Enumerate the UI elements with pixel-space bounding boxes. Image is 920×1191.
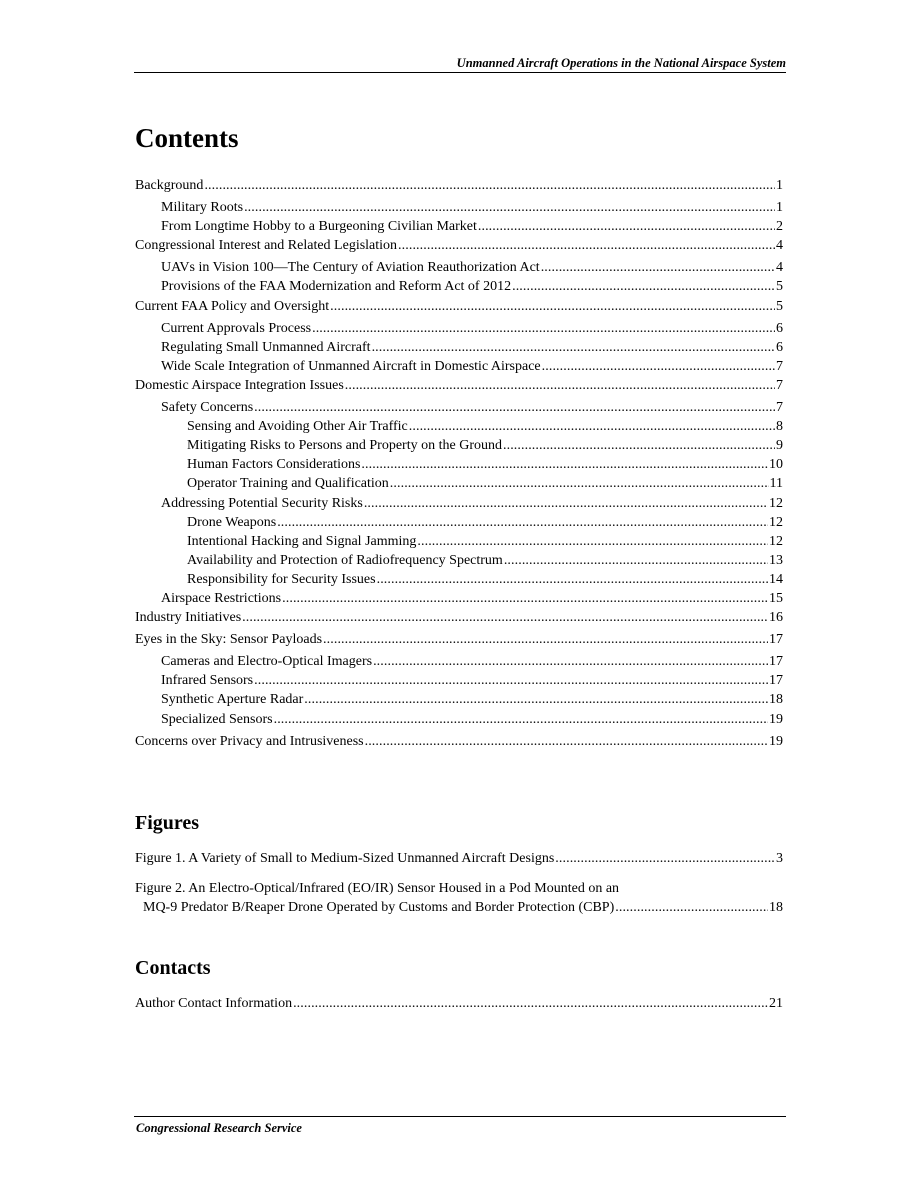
toc-entry-title: Responsibility for Security Issues <box>187 571 376 587</box>
dot-leader <box>503 436 775 455</box>
toc-entry-industry-initiatives[interactable] <box>135 608 783 627</box>
toc-entry-privacy[interactable] <box>135 732 783 751</box>
toc-entry-page: 18 <box>769 692 783 708</box>
toc-entry-security-risks[interactable] <box>135 494 783 513</box>
toc-entry-title: Safety Concerns <box>161 400 254 416</box>
dot-leader <box>293 994 768 1013</box>
dot-leader <box>555 849 775 869</box>
toc-entry-approvals-process[interactable] <box>135 319 783 338</box>
toc-entry-title: Industry Initiatives <box>135 610 242 626</box>
dot-leader <box>417 532 768 551</box>
figure-entry-page: 18 <box>769 900 783 915</box>
toc-entry-congressional-interest[interactable] <box>135 236 783 255</box>
running-header: Unmanned Aircraft Operations in the National Airspace System <box>456 56 786 70</box>
list-of-figures <box>135 849 783 928</box>
toc-entry-ground-risks[interactable] <box>135 436 783 455</box>
toc-entry-page: 10 <box>769 457 783 473</box>
toc-entry-page: 1 <box>776 200 783 216</box>
toc-entry-vision-100[interactable] <box>135 258 783 277</box>
dot-leader <box>541 258 775 277</box>
toc-entry-page: 4 <box>776 238 783 254</box>
toc-entry-page: 11 <box>769 476 783 492</box>
toc-entry-security-responsibility[interactable] <box>135 570 783 589</box>
figures-title: Figures <box>135 812 200 834</box>
toc-entry-title: Addressing Potential Security Risks <box>161 495 363 511</box>
toc-entry-small-unmanned-aircraft[interactable] <box>135 338 783 357</box>
toc-entry-page: 5 <box>776 279 783 295</box>
dot-leader <box>365 732 768 751</box>
footer-rule <box>134 1116 786 1117</box>
dot-leader <box>504 551 768 570</box>
dot-leader <box>512 277 775 296</box>
dot-leader <box>478 217 775 236</box>
toc-entry-title: Concerns over Privacy and Intrusiveness <box>135 733 364 749</box>
toc-entry-title: Current FAA Policy and Oversight <box>135 298 330 314</box>
toc-entry-background[interactable] <box>135 176 783 195</box>
toc-entry-title: Synthetic Aperture Radar <box>161 692 304 708</box>
dot-leader <box>398 236 775 255</box>
dot-leader <box>312 319 775 338</box>
toc-entry-sar[interactable] <box>135 690 783 709</box>
contents-title: Contents <box>135 123 239 153</box>
footer-text: Congressional Research Service <box>136 1121 302 1135</box>
toc-entry-page: 7 <box>776 377 783 393</box>
table-of-contents <box>135 176 783 751</box>
figure-entry-title-line2: MQ-9 Predator B/Reaper Drone Operated by Customs and Border Protection (CBP) <box>143 900 615 915</box>
toc-entry-page: 12 <box>769 495 783 511</box>
toc-entry-page: 17 <box>769 654 783 670</box>
figure-entry-1[interactable] <box>135 849 783 869</box>
toc-entry-wide-scale-integration[interactable] <box>135 357 783 376</box>
dot-leader <box>615 898 768 918</box>
toc-entry-page: 4 <box>776 260 783 276</box>
dot-leader <box>277 513 768 532</box>
dot-leader <box>244 198 775 217</box>
dot-leader <box>242 608 768 627</box>
toc-entry-page: 12 <box>769 533 783 549</box>
toc-entry-page: 8 <box>776 419 783 435</box>
dot-leader <box>372 338 775 357</box>
toc-entry-title: Intentional Hacking and Signal Jamming <box>187 533 417 549</box>
toc-entry-sensor-payloads[interactable] <box>135 630 783 649</box>
toc-entry-hobby-to-market[interactable] <box>135 217 783 236</box>
toc-entry-spectrum[interactable] <box>135 551 783 570</box>
toc-entry-title: UAVs in Vision 100—The Century of Aviation Reauthorization Act <box>161 260 540 276</box>
figure-entry-page: 3 <box>776 851 783 866</box>
toc-entry-page: 6 <box>776 320 783 336</box>
toc-entry-title: Infrared Sensors <box>161 673 254 689</box>
dot-leader <box>282 589 768 608</box>
dot-leader <box>254 398 775 417</box>
dot-leader <box>330 297 775 316</box>
dot-leader <box>345 376 775 395</box>
toc-entry-page: 14 <box>769 571 783 587</box>
toc-entry-page: 17 <box>769 632 783 648</box>
toc-entry-title: Cameras and Electro-Optical Imagers <box>161 654 373 670</box>
figure-entry-title-line1: Figure 2. An Electro-Optical/Infrared (EO/IR) Sensor Housed in a Pod Mounted on an <box>135 880 620 896</box>
toc-entry-title: From Longtime Hobby to a Burgeoning Civilian Market <box>161 219 477 235</box>
toc-entry-airspace-restrictions[interactable] <box>135 589 783 608</box>
dot-leader <box>390 474 769 493</box>
contact-entry-page: 21 <box>769 996 783 1011</box>
dot-leader <box>377 570 768 589</box>
toc-entry-page: 17 <box>769 673 783 689</box>
toc-entry-military-roots[interactable] <box>135 198 783 217</box>
toc-entry-page: 7 <box>776 358 783 374</box>
toc-entry-title: Availability and Protection of Radiofrequency Spectrum <box>187 552 503 568</box>
toc-entry-title: Specialized Sensors <box>161 711 273 727</box>
toc-entry-safety-concerns[interactable] <box>135 398 783 417</box>
toc-entry-title: Provisions of the FAA Modernization and Reform Act of 2012 <box>161 279 512 295</box>
dot-leader <box>254 671 768 690</box>
toc-entry-page: 16 <box>769 610 783 626</box>
toc-entry-page: 2 <box>776 219 783 235</box>
toc-entry-title: Military Roots <box>161 200 244 216</box>
toc-entry-title: Current Approvals Process <box>161 320 312 336</box>
toc-entry-title: Wide Scale Integration of Unmanned Aircraft in Domestic Airspace <box>161 358 541 374</box>
figure-entry-2[interactable] <box>135 879 783 918</box>
dot-leader <box>542 357 775 376</box>
toc-entry-title: Regulating Small Unmanned Aircraft <box>161 339 371 355</box>
contact-entry-author[interactable] <box>135 994 783 1013</box>
toc-entry-page: 7 <box>776 400 783 416</box>
toc-entry-drone-weapons[interactable] <box>135 513 783 532</box>
toc-entry-current-faa-policy[interactable] <box>135 297 783 316</box>
toc-entry-title: Human Factors Considerations <box>187 457 361 473</box>
toc-entry-page: 6 <box>776 339 783 355</box>
toc-entry-page: 5 <box>776 298 783 314</box>
dot-leader <box>373 652 768 671</box>
contact-entry-title: Author Contact Information <box>135 996 293 1011</box>
toc-entry-page: 13 <box>769 552 783 568</box>
toc-entry-infrared[interactable] <box>135 671 783 690</box>
toc-entry-specialized-sensors[interactable] <box>135 710 783 729</box>
toc-entry-page: 1 <box>776 178 783 193</box>
toc-entry-hacking-jamming[interactable] <box>135 532 783 551</box>
toc-entry-integration-issues[interactable] <box>135 376 783 395</box>
toc-entry-faa-modernization[interactable] <box>135 277 783 296</box>
toc-entry-title: Operator Training and Qualification <box>187 476 389 492</box>
figure-entry-title: Figure 1. A Variety of Small to Medium-Sized Unmanned Aircraft Designs <box>135 851 555 866</box>
dot-leader <box>364 494 768 513</box>
toc-entry-title: Airspace Restrictions <box>161 590 282 606</box>
toc-entry-page: 19 <box>769 733 783 749</box>
dot-leader <box>409 417 775 436</box>
header-rule <box>134 72 786 73</box>
toc-entry-title: Sensing and Avoiding Other Air Traffic <box>187 419 408 435</box>
list-of-contacts <box>135 994 783 1013</box>
toc-entry-operator-training[interactable] <box>135 474 783 493</box>
toc-entry-page: 12 <box>769 514 783 530</box>
toc-entry-page: 9 <box>776 438 783 454</box>
toc-entry-title: Congressional Interest and Related Legislation <box>135 238 398 254</box>
dot-leader <box>361 455 768 474</box>
toc-entry-human-factors[interactable] <box>135 455 783 474</box>
toc-entry-title: Mitigating Risks to Persons and Property on the Ground <box>187 438 502 454</box>
toc-entry-cameras[interactable] <box>135 652 783 671</box>
toc-entry-page: 19 <box>769 711 783 727</box>
dot-leader <box>204 176 775 195</box>
dot-leader <box>274 710 768 729</box>
toc-entry-title: Domestic Airspace Integration Issues <box>135 377 344 393</box>
toc-entry-sense-and-avoid[interactable] <box>135 417 783 436</box>
toc-entry-page: 15 <box>769 590 783 606</box>
contacts-title: Contacts <box>135 957 211 979</box>
dot-leader <box>304 690 768 709</box>
toc-entry-title: Drone Weapons <box>187 514 277 530</box>
toc-entry-title: Background <box>135 178 204 193</box>
dot-leader <box>323 630 768 649</box>
toc-entry-title: Eyes in the Sky: Sensor Payloads <box>135 632 323 648</box>
